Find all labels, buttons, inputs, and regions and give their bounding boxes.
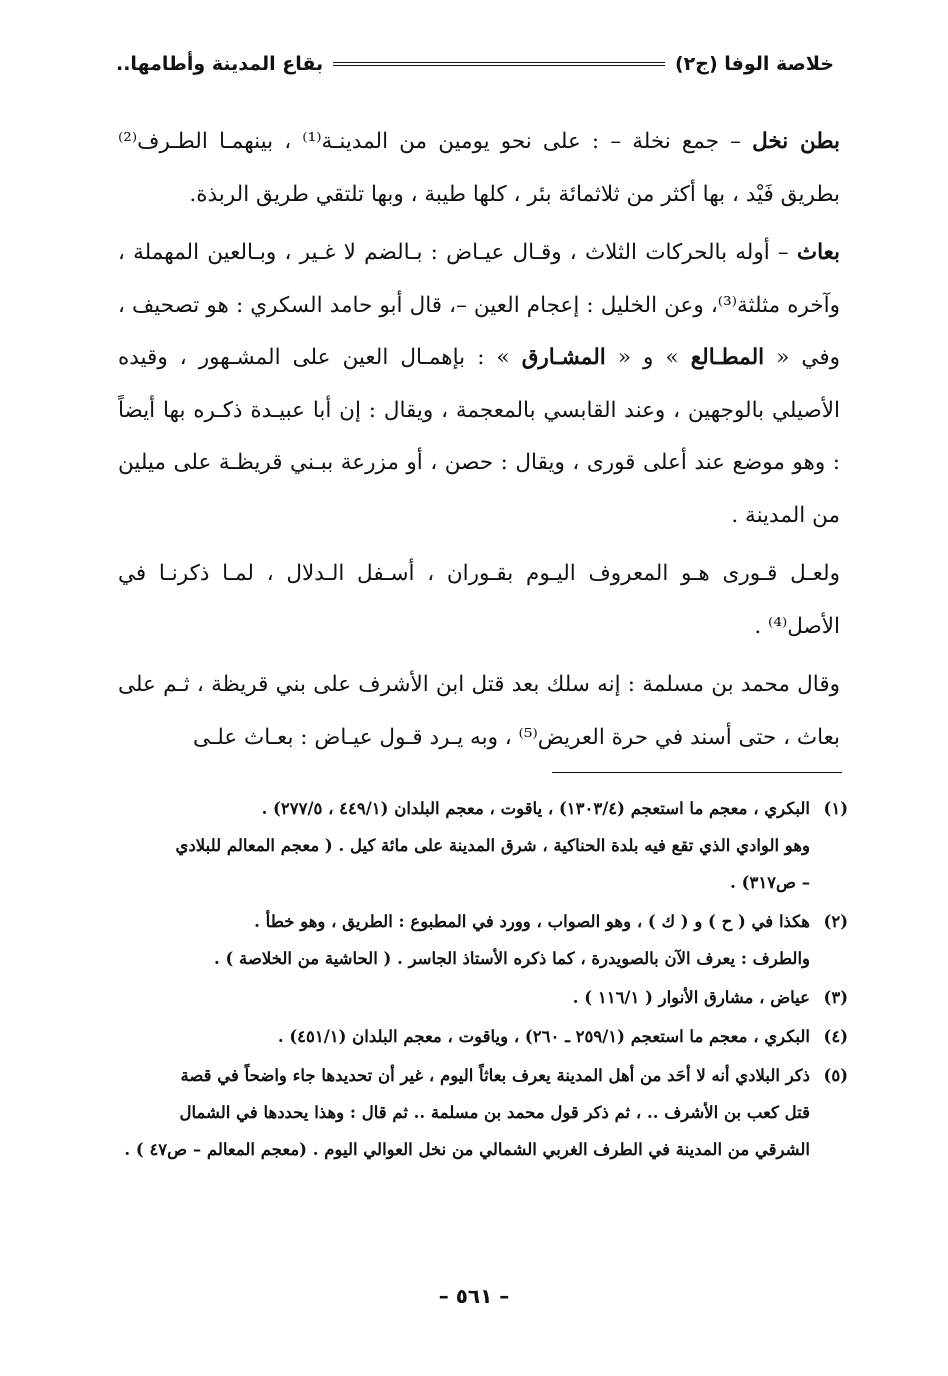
- footnote-separator: [552, 772, 842, 773]
- footnote: [118, 979, 848, 1016]
- entry-term: بطن نخل: [752, 129, 840, 154]
- paragraph-muhammad-ibn-maslama: وقال محمد بن مسلمة : إنه سلك بعد قتل ابن الأشرف على بني قريظة ، ثـم على بعاث ، حتى أسند في حرة العريض⁽⁵⁾ ، وبه يـرد قـول عيـاض : بعـاث علـى: [118, 672, 840, 750]
- footnote-line: قتل كعب بن الأشرف .. ، ثم ذكر قول محمد بن مسلمة .. ثم قال : وهذا يحددها في الشمال: [179, 1103, 810, 1122]
- paragraph-batn-nakhl: [118, 116, 840, 221]
- footnote-text: [118, 1057, 810, 1168]
- footnote-line: عياض ، مشارق الأنوار ( ١١٦/١ ) .: [572, 988, 810, 1007]
- entry-text: – أوله بالحركات الثلاث ، وقـال عيـاض : بـالضم لا غـير ، وبـالعين المهملة ، وآخره مثلثة⁽³⁾، وعن الخليل : إعجام العين –، قال أبو حامد السكري : هو تصحيف ، وفي «: [118, 240, 840, 370]
- footnote-line: البكري ، معجم ما استعجم (٢٥٩/١ ـ ٢٦٠) ، وياقوت ، معجم البلدان (٤٥١/١) .: [277, 1027, 810, 1046]
- page-number: – ٥٦١ –: [438, 1284, 510, 1308]
- footnote-number: (٤): [823, 1027, 848, 1046]
- footnote-number: (٥): [823, 1066, 848, 1085]
- paragraph-qawra: ولعـل قـورى هـو المعروف اليـوم بقـوران ، أسـفل الـدلال ، لمـا ذكرنـا في الأصل⁽⁴⁾ .: [118, 561, 840, 639]
- footnote-line: البكري ، معجم ما استعجم (١٣٠٣/٤) ، ياقوت ، معجم البلدان (٤٤٩/١ ، ٢٧٧/٥) .: [261, 799, 810, 818]
- book-title-matali: المطـالع: [690, 345, 765, 370]
- entry-text: » : بإهمـال العين على المشـهور ، وقيده الأصيلي بالوجهين ، وعند القابسي بالمعجمة ، ويقال : إن أبا عبيـدة ذكـره بها أيضاً : وهو موضع عند أعلى قورى ، ويقال : حصن ، أو مزرعة ببـني قريظـة على ميلين من المدينة .: [118, 345, 840, 528]
- running-header: [110, 44, 840, 84]
- footnote-line: – ص٣١٧) .: [730, 873, 810, 892]
- footnote: [118, 1018, 848, 1055]
- entry-term: بعاث: [796, 240, 840, 265]
- footnote: [118, 1057, 848, 1168]
- header-double-rule: [333, 62, 665, 66]
- footnote-line: الشرقي من المدينة في الطرف الغربي الشمالي من نخل العوالي اليوم . (معجم المعالم – ص٤٧ ) .: [124, 1140, 810, 1159]
- header-volume-title: خلاصة الوفا (ج٢): [674, 53, 834, 75]
- footnote-line: هكذا في ( ح ) و ( ك ) ، وهو الصواب ، وورد في المطبوع : الطريق ، وهو خطأ .: [254, 912, 810, 931]
- footnote-line: والطرف : يعرف الآن بالصويدرة ، كما ذكره الأستاذ الجاسر . ( الحاشية من الخلاصة ) .: [213, 949, 810, 968]
- footnotes: [118, 790, 848, 1170]
- paragraph-buath: [118, 227, 840, 542]
- footnote-text: [118, 1018, 810, 1055]
- footnote-text: [118, 979, 810, 1016]
- main-text: [118, 116, 840, 764]
- footnote-text: [118, 903, 810, 977]
- footnote: [118, 790, 848, 901]
- footnote-number: (٢): [823, 912, 848, 931]
- footnote-number: (١): [823, 799, 848, 818]
- book-title-mashariq: المشـارق: [521, 345, 606, 370]
- footnote-text: [118, 790, 810, 901]
- footnote-number: (٣): [823, 988, 848, 1007]
- entry-text: » و «: [605, 345, 691, 370]
- entry-text: – جمع نخلة – : على نحو يومين من المدينـة⁽¹⁾ ، بينهمـا الطـرف⁽²⁾ بطريق فَيْد ، بها أكثر من ثلاثمائة بئر ، كلها طيبة ، وبها تلتقي طريق الربذة.: [118, 129, 840, 207]
- footnote-line: وهو الوادي الذي تقع فيه بلدة الحناكية ، شرق المدينة على مائة كيل . ( معجم المعالم للبلادي: [175, 836, 810, 855]
- footnote: [118, 903, 848, 977]
- footnote-line: ذكر البلادي أنه لا أحَد من أهل المدينة يعرف بعاثاً اليوم ، غير أن تحديدها جاء واضحاً في قصة: [180, 1066, 810, 1085]
- header-chapter-title: بقاع المدينة وأطامها..: [116, 53, 324, 75]
